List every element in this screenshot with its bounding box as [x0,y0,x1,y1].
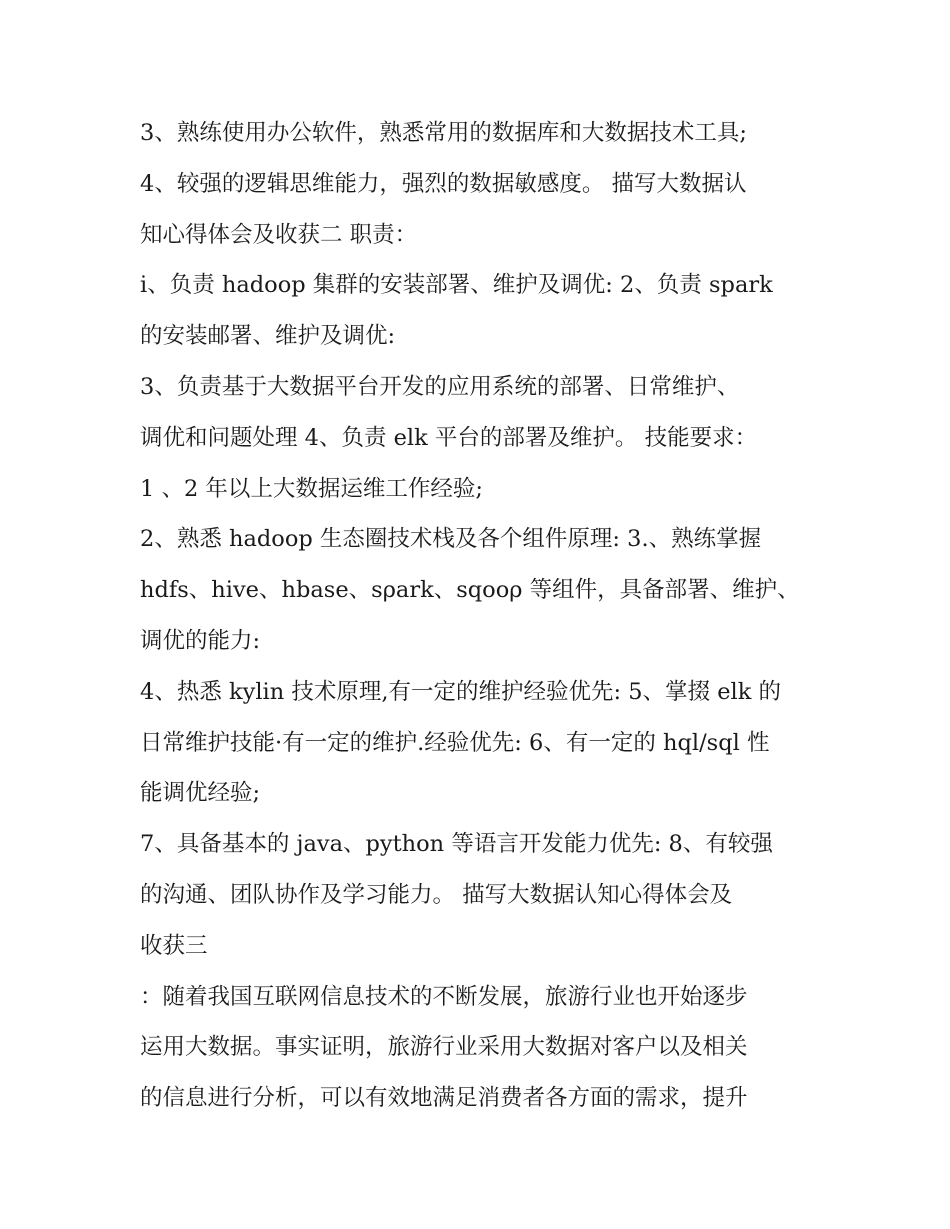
text-line: 7、具备基本的 java、python 等语言开发能力优先: 8、有较强 [140,831,773,858]
text-line: hdfs、hive、hbase、sρark、sqooρ 等组件，具备部署、维护、 [140,577,800,604]
text-line: 4、较强的逻辑思维能力，强烈的数据敏感度。 描写大数据认 [140,170,747,197]
text-line: 日常维护技能·有一定的维护.经验优先: 6、有一定的 hql/sql 性 [140,729,770,756]
text-line: 3、熟练使用办公软件，熟悉常用的数据库和大数据技术工具; [140,120,747,146]
text-line: 1 、2 年以上大数据运维工作经验; [140,475,484,502]
text-line: i、负责 hadoop 集群的安装部署、维护及调优: 2、负责 spark [140,272,773,299]
text-line: 知心得体会及收获二 职责： [140,221,418,248]
text-line: 的沟通、团队协作及学习能力。 描写大数据认知心得体会及 [140,881,733,908]
text-line: 的信息进行分析，可以有效地满足消费者各方面的需求，提升 [140,1085,748,1112]
text-line: 3、负责基于大数据平台开发的应用系统的部署、日常维护、 [140,373,740,400]
text-line: 调优和问题处理 4、负责 elk 平台的部署及维护。 技能要求： [140,424,758,451]
text-line: 2、熟悉 hadoop 生态圈技术栈及各个组件原理: 3.、熟练掌握 [140,526,762,553]
text-line: 调优的能力: [140,627,261,654]
document-body [140,108,830,1124]
text-line: 的安装邮署、维护及调优: [140,323,396,350]
text-line: ：随着我国互联网信息技术的不断发展，旅游行业也开始逐步 [140,983,748,1010]
text-line: 能调优经验; [140,780,261,807]
text-line: 4、热悉 kylin 技术原理,有一定的维护经验优先: 5、掌掇 elk 的 [140,678,781,705]
text-line: 运用大数据。事实证明，旅游行业采用大数据对客户以及相关 [140,1034,748,1061]
text-line: 收获三 [140,932,208,959]
